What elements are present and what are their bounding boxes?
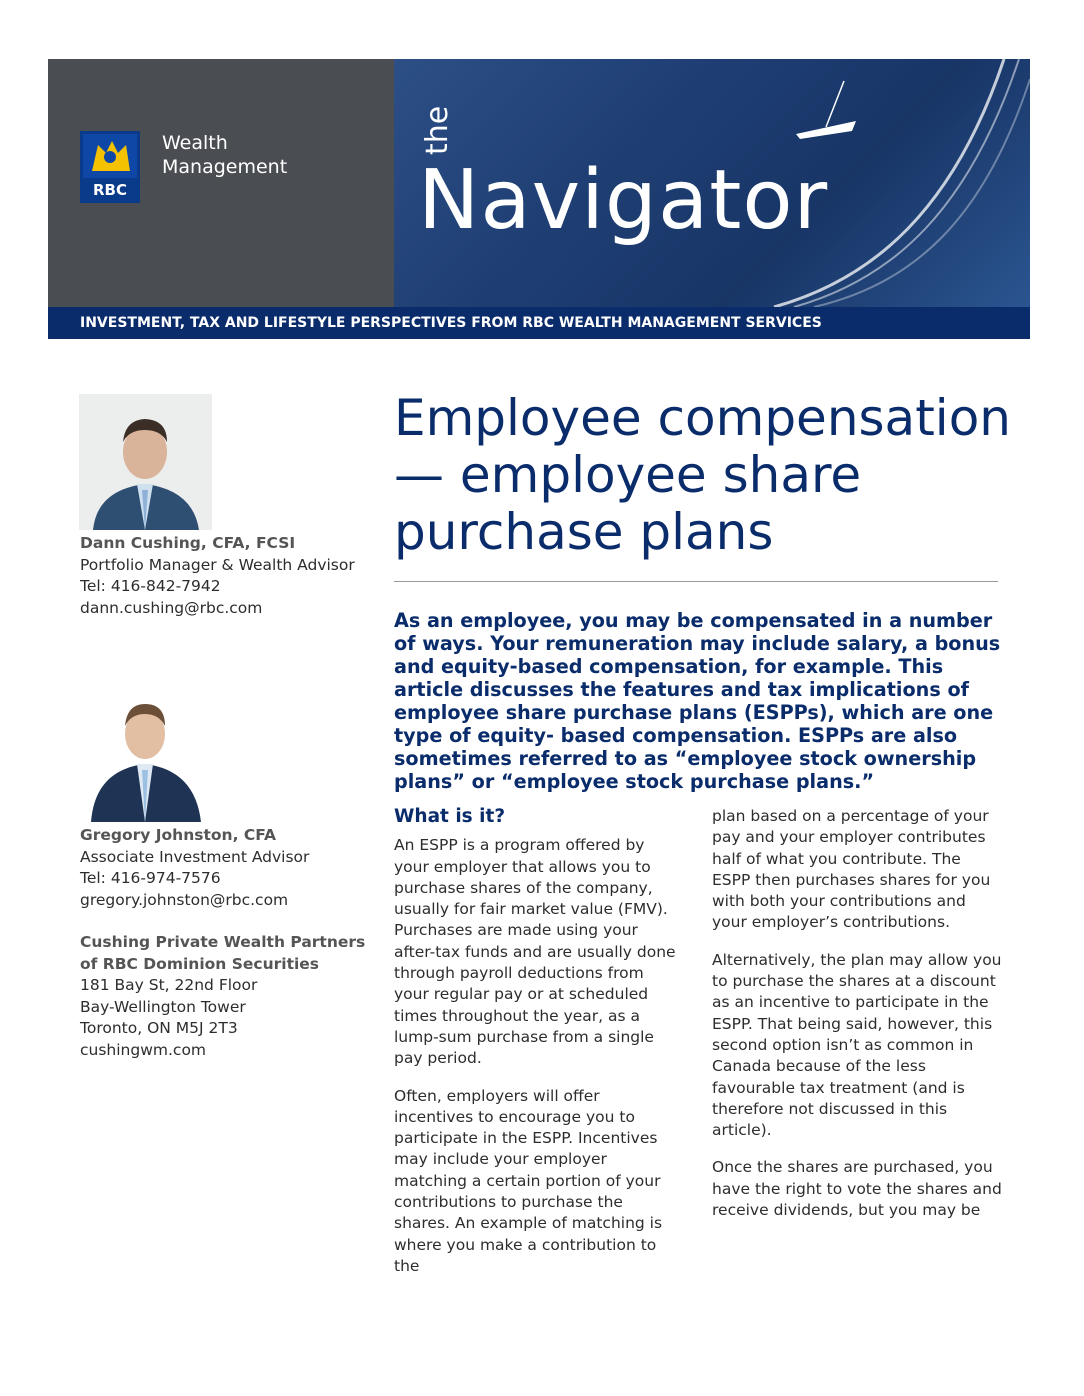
office-name-line1: Cushing Private Wealth Partners bbox=[80, 933, 366, 951]
paragraph: Once the shares are purchased, you have the right to vote the shares and receive dividends, but you may be bbox=[712, 1158, 1002, 1220]
advisor-role: Portfolio Manager & Wealth Advisor bbox=[80, 555, 355, 574]
advisor-email[interactable]: gregory.johnston@rbc.com bbox=[80, 890, 289, 909]
masthead-banner bbox=[48, 59, 1030, 307]
advisor-role: Associate Investment Advisor bbox=[80, 847, 310, 866]
office-address-line3: Toronto, ON M5J 2T3 bbox=[80, 1019, 238, 1037]
advisor-photo-gregory bbox=[79, 686, 212, 822]
section-heading: What is it? bbox=[394, 806, 506, 827]
article-column-right bbox=[712, 806, 1004, 1237]
advisor-name: Gregory Johnston, CFA bbox=[80, 826, 277, 844]
rbc-logo-text: RBC bbox=[93, 181, 127, 199]
article-title-line2: — employee share bbox=[394, 446, 862, 504]
paragraph: Alternatively, the plan may allow you to purchase the shares at a discount as an incentive to participate in the ESPP. That being said, however, this second option isn’t as common in Canada because of the less favourable tax treatment (and is therefore not discussed in this article). bbox=[712, 950, 1002, 1140]
tagline-text: INVESTMENT, TAX AND LIFESTYLE PERSPECTIVES FROM RBC WEALTH MANAGEMENT SERVICES bbox=[80, 315, 822, 331]
advisor-card-dann bbox=[80, 533, 355, 619]
advisor-name: Dann Cushing, CFA, FCSI bbox=[80, 534, 296, 552]
article-column-left bbox=[394, 806, 682, 1293]
article-title-line1: Employee compensation bbox=[394, 389, 1011, 447]
tagline-bar bbox=[48, 307, 1030, 339]
sailboat-icon bbox=[796, 81, 856, 139]
title-divider bbox=[394, 581, 998, 582]
rbc-shield-logo bbox=[80, 131, 140, 203]
article-title-line3: purchase plans bbox=[394, 503, 774, 561]
article-title bbox=[394, 390, 1014, 561]
office-website[interactable]: cushingwm.com bbox=[80, 1040, 207, 1059]
masthead-title: Navigator bbox=[418, 153, 829, 248]
office-address-line1: 181 Bay St, 22nd Floor bbox=[80, 976, 258, 994]
office-name-line2: of RBC Dominion Securities bbox=[80, 954, 320, 973]
advisor-tel[interactable]: Tel: 416-974-7576 bbox=[80, 869, 221, 887]
advisor-email[interactable]: dann.cushing@rbc.com bbox=[80, 598, 263, 617]
management-word: Management bbox=[162, 156, 288, 178]
paragraph: Often, employers will offer incentives to encourage you to participate in the ESPP. Incentives may include your employer matching a certain portion of your contributions to purchase the shares. An example of matching is where you make a contribution to the bbox=[394, 1086, 663, 1275]
office-address-line2: Bay-Wellington Tower bbox=[80, 997, 246, 1016]
wealth-word: Wealth bbox=[162, 132, 228, 154]
advisor-photo-dann bbox=[79, 394, 212, 530]
paragraph: An ESPP is a program offered by your employer that allows you to purchase shares of the company, usually for fair market value (FMV). Purchases are made using your after-tax funds and are usually done through payroll deductions from your regular pay or at scheduled times throughout the year, as a lump-sum purchase from a single pay period. bbox=[394, 836, 676, 1068]
article-intro: As an employee, you may be compensated in a number of ways. Your remuneration may include salary, a bonus and equity-based compensation, for example. This article discusses the features and tax implications of employee share purchase plans (ESPPs), which are one type of equity- based compensation. ESPPs are also sometimes referred to as “employee stock ownership plans” or “employee stock purchase plans.” bbox=[394, 609, 1001, 793]
wealth-management-label bbox=[162, 131, 287, 179]
paragraph: plan based on a percentage of your pay and your employer contributes half of what you contribute. The ESPP then purchases shares for you with both your contributions and your employer’s contributions. bbox=[712, 807, 991, 932]
office-address-block bbox=[80, 932, 365, 1061]
advisor-tel[interactable]: Tel: 416-842-7942 bbox=[80, 577, 221, 595]
masthead-brand-panel bbox=[48, 59, 394, 307]
masthead-the: the bbox=[420, 105, 455, 155]
advisor-card-gregory bbox=[80, 825, 309, 911]
